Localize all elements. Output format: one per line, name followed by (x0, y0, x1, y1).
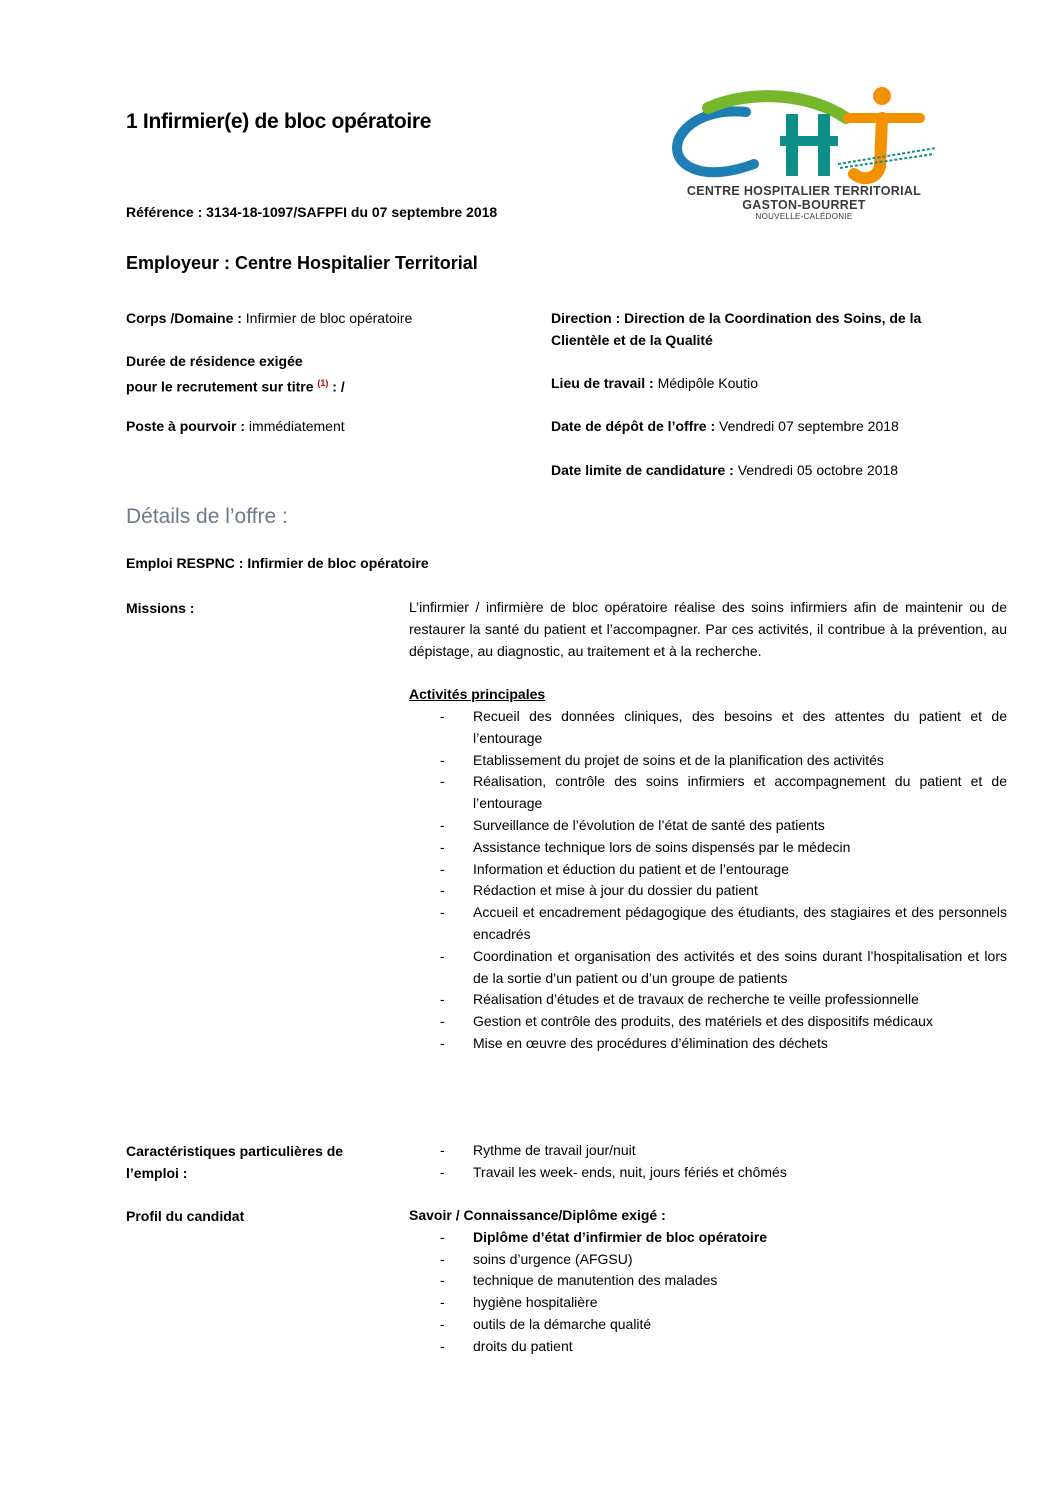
list-item: - Rédaction et mise à jour du dossier du patient (440, 882, 758, 899)
poste-label: Poste à pourvoir : (126, 418, 246, 434)
activities-list (409, 706, 1007, 1055)
list-item: - Assistance technique lors de soins dispensés par le médecin (440, 838, 851, 855)
list-item: - Coordination et organisation des activités et des soins durant l’hospitalisation et lors de la sortie d’un patient ou d’un groupe de patients (440, 947, 1007, 986)
list-item: - outils de la démarche qualité (440, 1315, 652, 1332)
reference: Référence : 3134-18-1097/SAFPFI du 07 septembre 2018 (126, 204, 498, 220)
list-item: - Information et éduction du patient et de l’entourage (440, 860, 789, 877)
duree-value: : / (332, 378, 345, 395)
direction-value: Direction de la Coordination des Soins, de la Clientèle et de la Qualité (551, 310, 922, 348)
details-heading: Détails de l’offre : (126, 505, 288, 528)
caracteristiques-section (409, 1140, 1007, 1184)
poste-value: immédiatement (248, 418, 345, 434)
corps-value: Infirmier de bloc opératoire (245, 310, 413, 326)
list-item: - Recueil des données cliniques, des besoins et des attentes du patient et de l’entourage (440, 707, 1007, 746)
list-item: - Réalisation, contrôle des soins infirmiers et accompagnement du patient et de l’entourage (440, 773, 1007, 812)
field-corps (126, 307, 412, 329)
list-item: - Réalisation d’études et de travaux de recherche te veille professionnelle (440, 991, 919, 1008)
depot-label: Date de dépôt de l’offre : (551, 418, 716, 434)
missions-label: Missions : (126, 600, 195, 616)
field-lieu (551, 372, 758, 394)
lieu-label: Lieu de travail : (551, 375, 654, 391)
corps-label: Corps /Domaine : (126, 310, 242, 326)
duree-label-1: Durée de résidence exigée (126, 353, 303, 369)
missions-text: L’infirmier / infirmière de bloc opératoire réalise des soins infirmiers afin de maintenir ou de restaurer la santé du patient et l’accompagner. Par ces activités, il contribue à la prévention, au dépistage, au diagnostic, au traitement et à la recherche. (409, 599, 1007, 659)
profil-list (409, 1227, 1007, 1358)
list-item: - droits du patient (440, 1337, 573, 1354)
list-item: - Accueil et encadrement pédagogique des étudiants, des stagiaires et des personnels encadrés (440, 904, 1007, 942)
duree-label-2: pour le recrutement sur titre (126, 378, 314, 395)
footnote-marker: (1) (317, 378, 329, 388)
list-item: - Rythme de travail jour/nuit (440, 1142, 636, 1158)
field-depot (551, 415, 899, 437)
list-item: - soins d’urgence (AFGSU) (440, 1250, 633, 1267)
caracteristiques-list (409, 1140, 1007, 1184)
logo-text-line2: GASTON-BOURRET (742, 198, 866, 212)
caracteristiques-label: Caractéristiques particulières de l’emploi : (126, 1143, 344, 1181)
profil-section (409, 1205, 1007, 1358)
page-title: 1 Infirmier(e) de bloc opératoire (126, 110, 432, 133)
list-item: - Gestion et contrôle des produits, des matériels et des dispositifs médicaux (440, 1013, 933, 1030)
emploi: Emploi RESPNC : Infirmier de bloc opératoire (126, 555, 429, 571)
limite-value: Vendredi 05 octobre 2018 (737, 462, 899, 478)
missions-section (409, 597, 1007, 1055)
lieu-value: Médipôle Koutio (657, 375, 758, 391)
list-item: - Surveillance de l’évolution de l’état de santé des patients (440, 816, 825, 833)
employer: Employeur : Centre Hospitalier Territorial (126, 253, 478, 273)
field-duree (126, 350, 345, 398)
field-limite (551, 459, 898, 481)
logo-text-line3: NOUVELLE-CALÉDONIE (755, 212, 853, 221)
depot-value: Vendredi 07 septembre 2018 (719, 418, 899, 434)
direction-label: Direction : (551, 310, 621, 326)
logo-text-line1: CENTRE HOSPITALIER TERRITORIAL (686, 184, 922, 198)
list-item: - Etablissement du projet de soins et de la planification des activités (440, 751, 884, 768)
profil-heading: Savoir / Connaissance/Diplôme exigé : (409, 1207, 666, 1223)
profil-label: Profil du candidat (126, 1208, 245, 1224)
list-item: - hygiène hospitalière (440, 1294, 598, 1311)
list-item: - Travail les week- ends, nuit, jours fériés et chômés (440, 1163, 787, 1180)
field-poste (126, 415, 345, 437)
list-item: - Mise en œuvre des procédures d’élimination des déchets (440, 1034, 828, 1051)
activities-heading: Activités principales (409, 686, 546, 703)
list-item: - technique de manutention des malades (440, 1272, 718, 1289)
limite-label: Date limite de candidature : (551, 462, 734, 478)
list-item: - Diplôme d’état d’infirmier de bloc opératoire (440, 1228, 768, 1245)
field-direction (551, 307, 971, 351)
